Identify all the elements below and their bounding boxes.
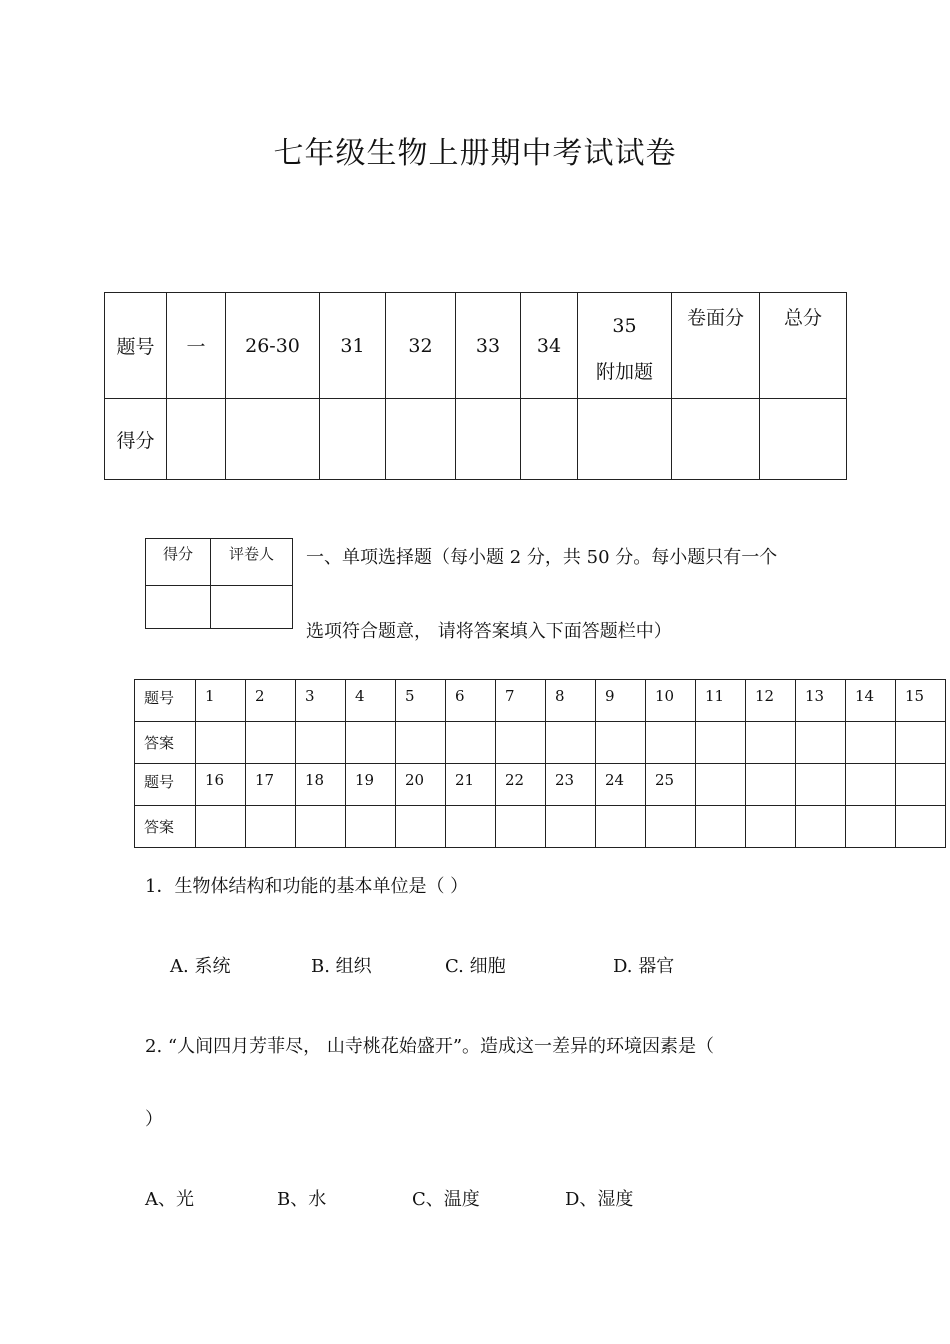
question-number-cell: 24: [596, 764, 646, 806]
question-1-stem: 1．生物体结构和功能的基本单位是（ ）: [145, 876, 469, 897]
answer-cell[interactable]: [346, 722, 396, 764]
score-input-cell[interactable]: [578, 399, 672, 480]
section-heading-line1: 一、单项选择题（每小题 2 分，共 50 分。每小题只有一个: [306, 547, 778, 568]
answer-cell[interactable]: [196, 722, 246, 764]
score-input-cell[interactable]: [320, 399, 386, 480]
answer-cell[interactable]: [696, 806, 746, 848]
question-number-cell: 11: [696, 680, 746, 722]
question-2-option-d: D、湿度: [565, 1189, 634, 1210]
question-number-cell: 15: [896, 680, 946, 722]
score-header-cell: 34: [521, 293, 578, 399]
question-number-cell: [846, 764, 896, 806]
question-number-cell: 1: [196, 680, 246, 722]
answer-cell[interactable]: [896, 722, 946, 764]
answer-cell[interactable]: [746, 722, 796, 764]
score-header-cell: 题号: [105, 293, 167, 399]
question-number-cell: [696, 764, 746, 806]
grid-row-label: 题号: [135, 764, 196, 806]
answer-cell[interactable]: [296, 722, 346, 764]
question-2-stem-continued: ）: [145, 1109, 163, 1130]
score-header-35: 35: [612, 315, 637, 337]
question-number-cell: [896, 764, 946, 806]
grader-box: [145, 538, 293, 629]
question-2-option-a: A、光: [145, 1189, 194, 1210]
answer-cell[interactable]: [796, 806, 846, 848]
question-number-cell: 18: [296, 764, 346, 806]
answer-cell[interactable]: [496, 722, 546, 764]
question-number-cell: 19: [346, 764, 396, 806]
answer-cell[interactable]: [596, 722, 646, 764]
section-heading-line2: 选项符合题意， 请将答案填入下面答题栏中）: [306, 621, 672, 642]
answer-cell[interactable]: [346, 806, 396, 848]
score-input-cell[interactable]: [386, 399, 456, 480]
score-header-cell: 31: [320, 293, 386, 399]
answer-cell[interactable]: [296, 806, 346, 848]
score-input-cell[interactable]: [760, 399, 847, 480]
question-number-cell: [746, 764, 796, 806]
answer-cell[interactable]: [896, 806, 946, 848]
score-header-cell: 一: [167, 293, 226, 399]
question-number-cell: 23: [546, 764, 596, 806]
question-number-cell: 12: [746, 680, 796, 722]
score-header-cell: 26-30: [226, 293, 320, 399]
question-number-cell: 6: [446, 680, 496, 722]
question-2-option-b: B、水: [277, 1189, 327, 1210]
question-number-cell: 4: [346, 680, 396, 722]
answer-cell[interactable]: [496, 806, 546, 848]
question-number-cell: 14: [846, 680, 896, 722]
grader-score-label: 得分: [146, 539, 211, 586]
question-number-cell: 25: [646, 764, 696, 806]
question-2-stem: 2. “人间四月芳菲尽， 山寺桃花始盛开”。造成这一差异的环境因素是（: [145, 1036, 715, 1057]
answer-cell[interactable]: [546, 806, 596, 848]
answer-cell[interactable]: [196, 806, 246, 848]
score-input-cell[interactable]: [167, 399, 226, 480]
question-number-cell: 8: [546, 680, 596, 722]
grader-name-label: 评卷人: [211, 539, 293, 586]
question-1-option-d: D. 器官: [613, 956, 675, 977]
question-2-option-c: C、温度: [412, 1189, 480, 1210]
question-number-cell: [796, 764, 846, 806]
grid-row-label: 答案: [135, 722, 196, 764]
question-1-option-b: B. 组织: [311, 956, 372, 977]
answer-cell[interactable]: [446, 722, 496, 764]
answer-cell[interactable]: [796, 722, 846, 764]
score-header-cell: 32: [386, 293, 456, 399]
question-number-cell: 17: [246, 764, 296, 806]
question-number-cell: 21: [446, 764, 496, 806]
grader-name-cell[interactable]: [211, 586, 293, 629]
question-number-cell: 16: [196, 764, 246, 806]
question-1-option-a: A. 系统: [170, 956, 231, 977]
score-input-cell[interactable]: [456, 399, 521, 480]
answer-cell[interactable]: [846, 722, 896, 764]
answer-cell[interactable]: [596, 806, 646, 848]
answer-cell[interactable]: [396, 722, 446, 764]
answer-cell[interactable]: [246, 722, 296, 764]
answer-cell[interactable]: [746, 806, 796, 848]
score-header-cell-extra: [578, 293, 672, 399]
question-number-cell: 13: [796, 680, 846, 722]
question-1-option-c: C. 细胞: [445, 956, 506, 977]
score-input-cell[interactable]: [521, 399, 578, 480]
answer-cell[interactable]: [546, 722, 596, 764]
score-input-cell[interactable]: [226, 399, 320, 480]
question-number-cell: 22: [496, 764, 546, 806]
answer-cell[interactable]: [696, 722, 746, 764]
answer-cell[interactable]: [646, 806, 696, 848]
question-number-cell: 20: [396, 764, 446, 806]
grid-row-label: 答案: [135, 806, 196, 848]
question-number-cell: 7: [496, 680, 546, 722]
score-header-bonus: 附加题: [595, 361, 653, 383]
score-input-cell[interactable]: [672, 399, 760, 480]
question-number-cell: 10: [646, 680, 696, 722]
score-header-cell: 卷面分: [672, 293, 760, 399]
answer-cell[interactable]: [846, 806, 896, 848]
question-number-cell: 5: [396, 680, 446, 722]
answer-grid: [134, 679, 946, 848]
answer-cell[interactable]: [646, 722, 696, 764]
grader-score-cell[interactable]: [146, 586, 211, 629]
score-header-cell: 33: [456, 293, 521, 399]
score-row-label: 得分: [105, 399, 167, 480]
grid-row-label: 题号: [135, 680, 196, 722]
question-number-cell: 2: [246, 680, 296, 722]
question-number-cell: 9: [596, 680, 646, 722]
score-summary-table: [104, 292, 847, 480]
page-title: 七年级生物上册期中考试试卷: [273, 136, 677, 171]
answer-cell[interactable]: [446, 806, 496, 848]
score-header-cell: 总分: [760, 293, 847, 399]
answer-cell[interactable]: [246, 806, 296, 848]
question-number-cell: 3: [296, 680, 346, 722]
answer-cell[interactable]: [396, 806, 446, 848]
